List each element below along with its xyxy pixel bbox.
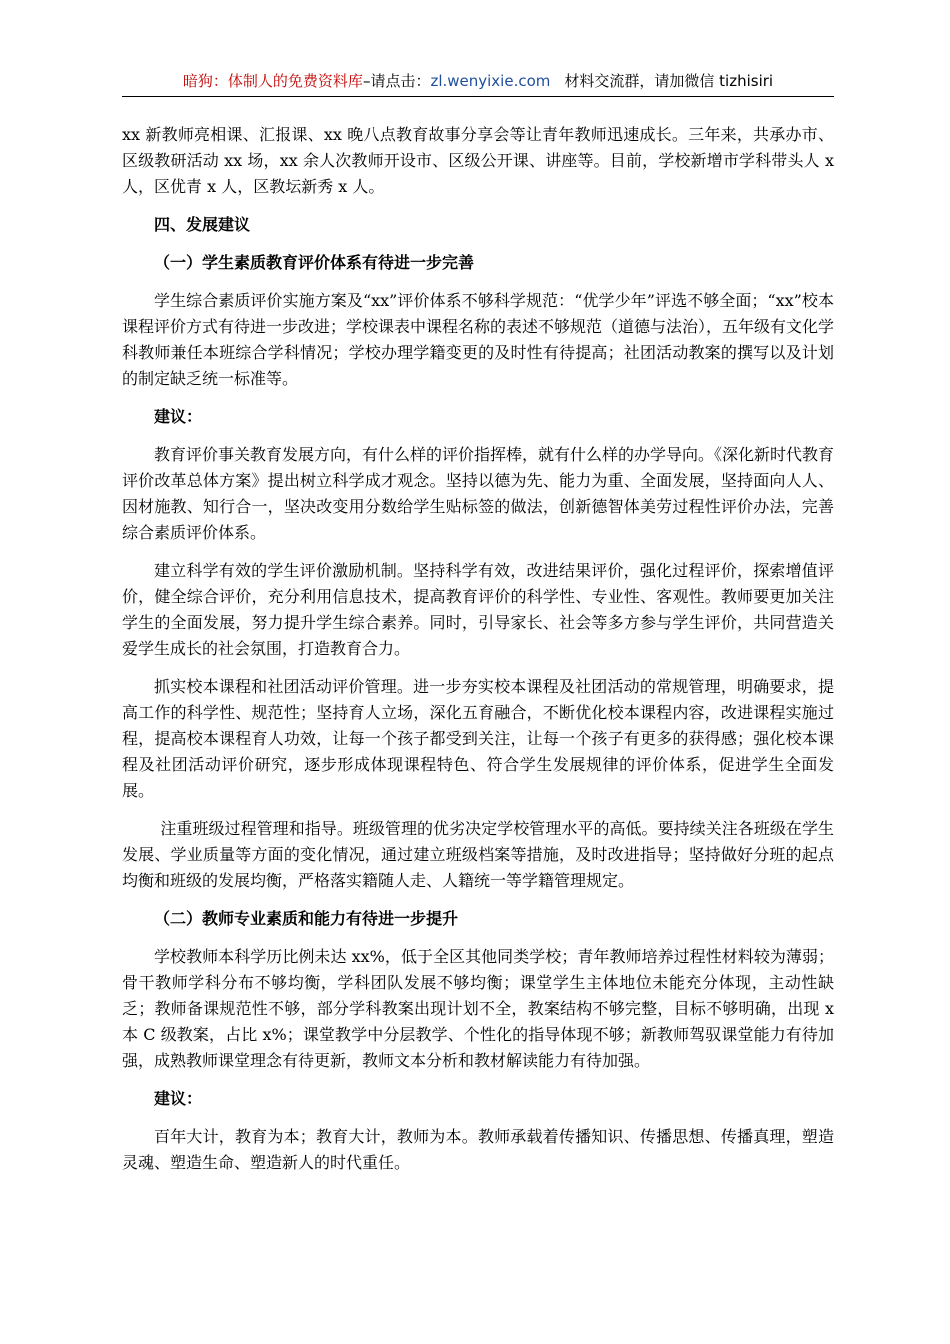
subheading-teacher-quality: （二）教师专业素质和能力有待进一步提升 [154, 909, 459, 928]
header-link[interactable]: zl.wenyixie.com [430, 72, 551, 90]
document-body [122, 122, 834, 1188]
header-brand: 暗狗：体制人的免费资料库 [182, 72, 363, 90]
suggestion-label-1: 建议： [154, 407, 203, 426]
paragraph-evaluation-issues: 学生综合素质评价实施方案及“xx”评价体系不够科学规范：“优学少年”评选不够全面；“xx”校本课程评价方式有待进一步改进；学校课表中课程名称的表述不够规范（道德与法治），五年级有文化学科教师兼任本班综合学科情况；学校办理学籍变更的及时性有待提高；社团活动教案的撰写以及计划的制定缺乏统一标准等。 [122, 291, 835, 388]
paragraph-incentive-mechanism: 建立科学有效的学生评价激励机制。坚持科学有效，改进结果评价，强化过程评价，探索增值评价，健全综合评价，充分利用信息技术，提高教育评价的科学性、专业性、客观性。教师要更加关注学生的全面发展，努力提升学生综合素养。同时，引导家长、社会等多方参与学生评价，共同营造关爱学生成长的社会氛围，打造教育合力。 [122, 561, 834, 658]
paragraph-class-management: 注重班级过程管理和指导。班级管理的优劣决定学校管理水平的高低。要持续关注各班级在学生发展、学业质量等方面的变化情况，通过建立班级档案等措施，及时改进指导；坚持做好分班的起点均衡和班级的发展均衡，严格落实籍随人走、人籍统一等学籍管理规定。 [122, 819, 834, 890]
page-header [122, 68, 834, 94]
paragraph-school-curriculum: 抓实校本课程和社团活动评价管理。进一步夯实校本课程及社团活动的常规管理，明确要求，提高工作的科学性、规范性；坚持育人立场，深化五育融合，不断优化校本课程内容，改进课程实施过程，提高校本课程育人功效，让每一个孩子都受到关注，让每一个孩子有更多的获得感；强化校本课程及社团活动评价研究，逐步形成体现课程特色、符合学生发展规律的评价体系，促进学生全面发展。 [122, 677, 834, 800]
paragraph-evaluation-direction: 教育评价事关教育发展方向，有什么样的评价指挥棒，就有什么样的办学导向。《深化新时代教育评价改革总体方案》提出树立科学成才观念。坚持以德为先、能力为重、全面发展，坚持面向人人、因材施教、知行合一，坚决改变用分数给学生贴标签的做法，创新德智体美劳过程性评价办法，完善综合素质评价体系。 [122, 445, 835, 542]
subheading-student-evaluation: （一）学生素质教育评价体系有待进一步完善 [154, 253, 475, 272]
header-prompt: –请点击： [362, 72, 431, 90]
header-divider [122, 96, 834, 97]
section-heading-development-suggestions: 四、发展建议 [154, 215, 251, 234]
paragraph-teacher-issues: 学校教师本科学历比例未达 xx%，低于全区其他同类学校；青年教师培养过程性材料较为薄弱；骨干教师学科分布不够均衡，学科团队发展不够均衡；课堂学生主体地位未能充分体现，主动性缺乏；教师备课规范性不够，部分学科教案出现计划不全，教案结构不够完整，目标不够明确，出现 x 本 C 级教案，占比 x%；课堂教学中分层教学、个性化的指导体现不够；新教师驾驭课堂能力有待加强，成熟教师课堂理念有待更新，教师文本分析和教材解读能力有待加强。 [122, 947, 834, 1070]
paragraph-teacher-growth: xx 新教师亮相课、汇报课、xx 晚八点教育故事分享会等让青年教师迅速成长。三年来，共承办市、区级教研活动 xx 场，xx 余人次教师开设市、区级公开课、讲座等。目前，学校新增市学科带头人 x 人，区优青 x 人，区教坛新秀 x 人。 [122, 125, 834, 196]
paragraph-teacher-mission: 百年大计，教育为本；教育大计，教师为本。教师承载着传播知识、传播思想、传播真理，塑造灵魂、塑造生命、塑造新人的时代重任。 [122, 1127, 834, 1172]
suggestion-label-2: 建议： [154, 1089, 203, 1108]
header-group-note: 材料交流群，请加微信 tizhisiri [564, 72, 774, 90]
